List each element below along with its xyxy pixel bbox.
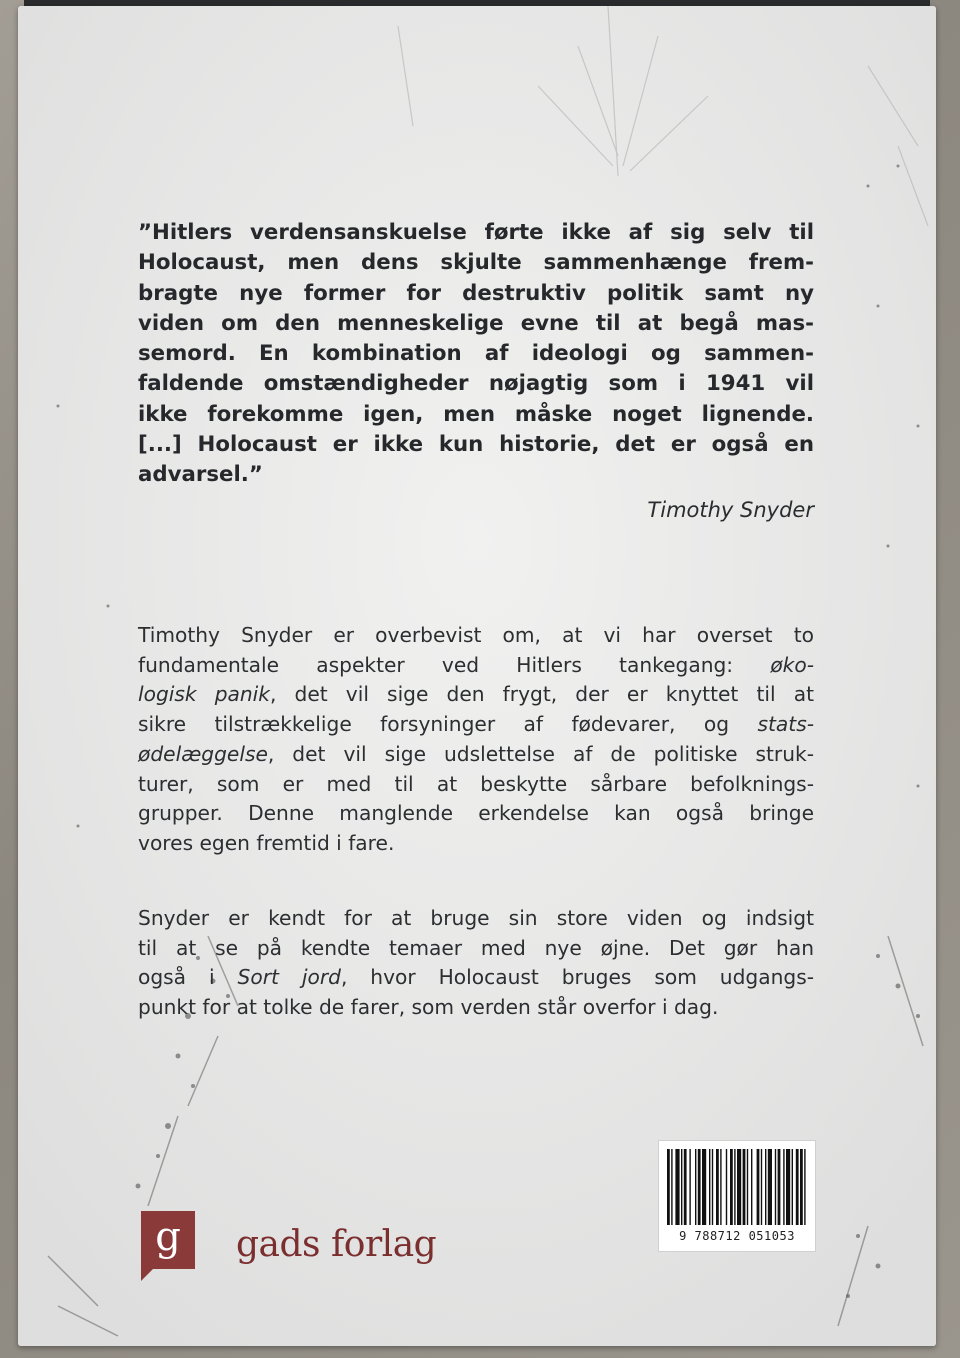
- text-run: fundamentale aspekter ved Hitlers tankegang:: [138, 652, 734, 677]
- paragraph-line: punkt for at tolke de farer, som verden står overfor i dag.: [138, 995, 719, 1020]
- barcode-bar: [698, 1149, 701, 1225]
- quote-line: bragte nye former for destruktiv politik samt ny: [138, 280, 814, 306]
- italic-term: stats-: [757, 712, 815, 737]
- publisher-logo: [141, 1211, 195, 1269]
- barcode-bar: [689, 1149, 690, 1225]
- paragraph-line: [138, 651, 814, 681]
- barcode-bar: [751, 1149, 752, 1225]
- isbn-number: 9 788712 051053: [679, 1229, 795, 1243]
- quote-block: [138, 218, 814, 491]
- quote-line: viden om den menneskelige evne til at begå mas-: [138, 310, 814, 336]
- barcode-bar: [737, 1149, 741, 1225]
- barcode-bar: [709, 1149, 710, 1225]
- barcode-bar: [681, 1149, 682, 1225]
- barcode-bar: [778, 1149, 781, 1225]
- paragraph-line: [138, 740, 814, 770]
- barcode-bar: [712, 1149, 713, 1225]
- barcode-bar: [792, 1149, 793, 1225]
- text-run: , hvor Holocaust bruges som udgangs-: [340, 965, 814, 990]
- paragraph-line: grupper. Denne manglende erkendelse kan også bringe: [138, 801, 814, 826]
- book-back-cover: [18, 6, 936, 1346]
- barcode-bar: [671, 1149, 672, 1225]
- quote-line: advarsel.”: [138, 462, 263, 488]
- barcode-bar: [804, 1149, 805, 1225]
- publisher-name: gads forlag: [236, 1224, 437, 1265]
- quote-line: Holocaust, men dens skjulte sammenhænge frem-: [138, 250, 814, 276]
- paragraph-line: [138, 710, 814, 740]
- isbn-barcode: [658, 1140, 816, 1252]
- barcode-bar: [702, 1149, 706, 1225]
- barcode-bar: [743, 1149, 746, 1225]
- quote-line: faldende omstændigheder nøjagtig som i 1941 vil: [138, 371, 814, 397]
- barcode-bar: [783, 1149, 784, 1225]
- quote-line: [...] Holocaust er ikke kun historie, det er også en: [138, 432, 814, 458]
- text-run: også i: [138, 965, 215, 990]
- barcode-bar: [675, 1149, 679, 1225]
- barcode-bar: [730, 1149, 733, 1225]
- barcode-bar: [786, 1149, 790, 1225]
- italic-term: øko-: [770, 652, 814, 677]
- logo-letter: g: [155, 1214, 181, 1260]
- paragraph-line: [138, 680, 814, 710]
- barcode-bar: [761, 1149, 762, 1225]
- book-title: Sort jord: [237, 965, 341, 990]
- barcode-bar: [695, 1149, 696, 1225]
- paragraph-line: [138, 963, 814, 993]
- barcode-bar: [800, 1149, 803, 1225]
- barcode-bar: [726, 1149, 727, 1225]
- quote-line: ”Hitlers verdensanskuelse førte ikke af sig selv til: [138, 220, 814, 245]
- barcode-bar: [734, 1149, 735, 1225]
- paragraph-line: turer, som er med til at beskytte sårbare befolknings-: [138, 771, 814, 796]
- paragraph-line: Timothy Snyder er overbevist om, at vi har overset to: [138, 623, 814, 647]
- barcode-bar: [667, 1149, 670, 1225]
- barcode-bar: [768, 1149, 772, 1225]
- text-run: , det vil sige udslettelse af de politiske struk-: [267, 741, 814, 766]
- italic-term: logisk panik: [138, 682, 270, 707]
- quote-line: semord. En kombination af ideologi og sammen-: [138, 341, 814, 367]
- barcode-bar: [796, 1149, 799, 1225]
- paragraph-line: Snyder er kendt for at bruge sin store viden og indsigt: [138, 906, 814, 930]
- quote-author: Timothy Snyder: [647, 498, 814, 522]
- paragraph-line: til at se på kendte temaer med nye øjne. Det gør han: [138, 935, 814, 960]
- description-paragraph-1: [138, 621, 814, 859]
- paragraph-line: vores egen fremtid i fare.: [138, 830, 395, 855]
- barcode-bar: [775, 1149, 776, 1225]
- text-run: sikre tilstrækkelige forsyninger af fødevarer, og: [138, 712, 730, 737]
- barcode-bar: [684, 1149, 687, 1225]
- barcode-bar: [720, 1149, 721, 1225]
- quote-line: ikke forekomme igen, men måske noget lignende.: [138, 401, 814, 427]
- barcode-bar: [747, 1149, 748, 1225]
- barcode-bar: [757, 1149, 760, 1225]
- description-paragraph-2: [138, 904, 814, 1023]
- barcode-bar: [716, 1149, 719, 1225]
- text-run: , det vil sige den frygt, der er knyttet til at: [269, 682, 814, 707]
- barcode-bars: [659, 1141, 815, 1229]
- italic-term: ødelæggelse: [138, 741, 268, 766]
- barcode-bar: [765, 1149, 766, 1225]
